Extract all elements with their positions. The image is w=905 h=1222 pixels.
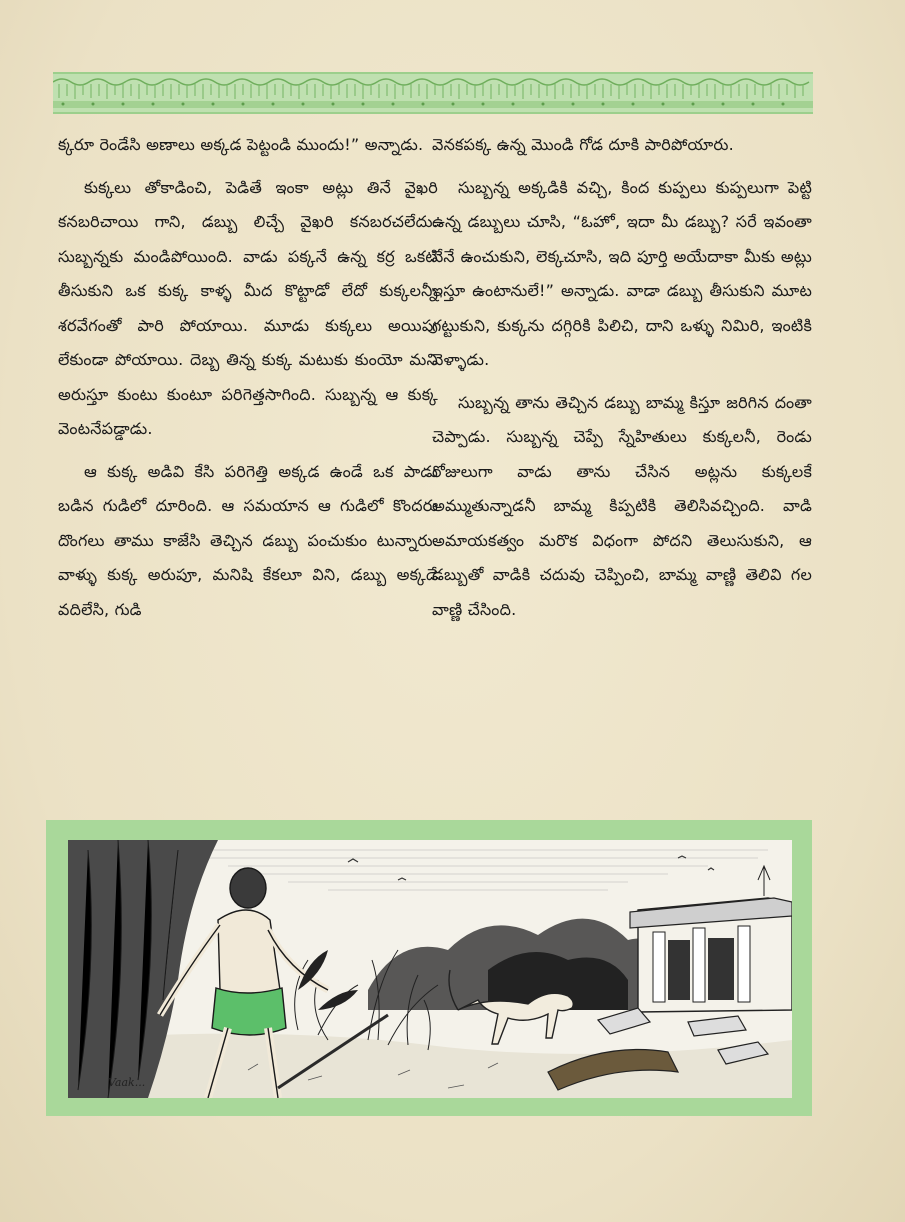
paragraph: కుక్కలు తోకాడించి, పెడితే ఇంకా అట్లు తినే వైఖరి కనబరిచాయి గాని, డబ్బు లిచ్చే వైఖరి కనబరచలేదు. సుబ్బన్నకు మండిపోయింది. వాడు పక్కనే ఉన్న కర్ర ఒకటి తీసుకుని ఒక కుక్క కాళ్ళ మీద కొట్టాడో లేదో కుక్కలన్నీ శరవేగంతో పారి పోయాయి. మూడు కుక్కలు అయిపు లేకుండా పోయాయి. దెబ్బ తిన్న కుక్క మటుకు కుంయో మని అరుస్తూ కుంటు కుంటూ పరిగెత్తసాగింది. సుబ్బన్న ఆ కుక్క వెంటనేపడ్డాడు. bbox=[58, 177, 438, 438]
paragraph: వెనకపక్క ఉన్న మొండి గోడ దూకి పారిపోయారు. bbox=[432, 135, 734, 154]
left-text-column bbox=[58, 128, 438, 635]
right-text-column bbox=[432, 128, 812, 635]
paragraph: క్కరూ రెండేసి అణాలు అక్కడ పెట్టండి ముందు!” అన్నాడు. bbox=[58, 135, 424, 154]
decorative-header-border bbox=[53, 72, 813, 114]
illustration-frame bbox=[46, 820, 812, 1116]
artist-signature: Vaak... bbox=[108, 1076, 146, 1089]
temple-icon bbox=[630, 866, 792, 1012]
paragraph: ఆ కుక్క అడివి కేసి పరిగెత్తి అక్కడ ఉండే ఒక పాడు బడిన గుడిలో దూరింది. ఆ సమయాన ఆ గుడిలో కొందరు దొంగలు తాము కాజేసి తెచ్చిన డబ్బు పంచుకుం టున్నారు. వాళ్ళు కుక్క అరుపూ, మనిషి కేకలూ విని, డబ్బు అక్కడే వదిలేసి, గుడి bbox=[58, 461, 438, 619]
story-illustration bbox=[68, 840, 792, 1098]
paragraph: సుబ్బన్న అక్కడికి వచ్చి, కింద కుప్పలు కుప్పలుగా పెట్టి ఉన్న డబ్బులు చూసి, “ఓహో, ఇదా మీ డబ్బు? సరే ఇవంతా నేనే ఉంచుకుని, లెక్కచూసి, ఇది పూర్తి అయేదాకా మీకు అట్లు ఇస్తూ ఉంటానులే!” అన్నాడు. వాడా డబ్బు తీసుకుని మూట గట్టుకుని, కుక్కను దగ్గిరికి పిలిచి, దాని ఒళ్ళు నిమిరి, ఇంటికి వెళ్ళాడు. bbox=[432, 177, 812, 369]
paragraph: సుబ్బన్న తాను తెచ్చిన డబ్బు బామ్మ కిస్తూ జరిగిన దంతా చెప్పాడు. సుబ్బన్న చెప్పే స్నేహితులు కుక్కలనీ, రెండు రోజులుగా వాడు తాను చేసిన అట్లను కుక్కలకే అమ్ముతున్నాడనీ బామ్మ కిప్పటికి తెలిసివచ్చింది. వాడి అమాయకత్వం మరొక విధంగా పోదని తెలుసుకుని, ఆ డబ్బుతో వాడికి చదువు చెప్పించి, బామ్మ వాణ్ణి తెలివి గల వాణ్ణి చేసింది. bbox=[432, 392, 812, 619]
birds-icon bbox=[348, 856, 714, 880]
